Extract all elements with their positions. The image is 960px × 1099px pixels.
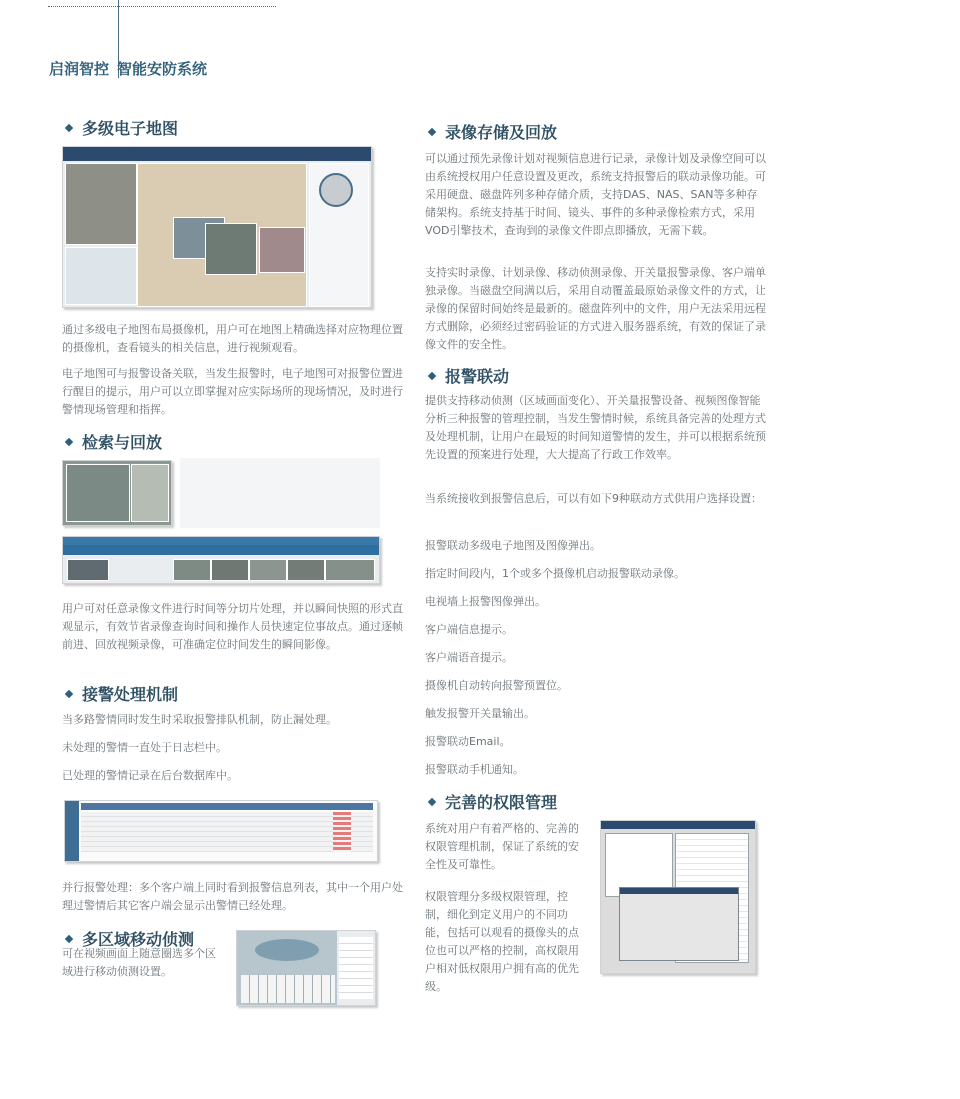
storage-paragraph-2: 支持实时录像、计划录像、移动侦测录像、开关量报警录像、客户端单独录像。当磁盘空间满以后，采用自动覆盖最原始录像文件的方式，让录像的保留时间始终是最新的。磁盘阵列中的文件，用户无法采用远程方式删除，必须经过密码验证的方式进入服务器系统，有效的保证了录像文件的安全性。	[425, 266, 766, 351]
top-dotted-rule	[48, 6, 276, 7]
linkage-item-9: 报警联动手机通知。	[425, 763, 524, 776]
permission-paragraph-1: 系统对用户有着严格的、完善的权限管理机制，保证了系统的安全性及可靠性。	[425, 822, 579, 871]
alarm-handling-line-3: 已处理的警情记录在后台数据库中。	[62, 769, 238, 782]
alarm-log-screenshot	[64, 800, 378, 862]
diamond-bullet-icon	[428, 372, 436, 380]
brand-title	[49, 58, 207, 79]
permission-paragraph-2: 权限管理分多级权限管理，控制，细化到定义用户的不同功能，包括可以观看的摄像头的点位也可以严格的控制，高权限用户相对低权限用户拥有高的优先级。	[425, 890, 579, 993]
section-search-title: 检索与回放	[62, 430, 162, 453]
brand-company: 启润智控	[49, 60, 110, 78]
storage-paragraph-1: 可以通过预先录像计划对视频信息进行记录，录像计划及录像空间可以由系统授权用户任意设置及更改，系统支持报警后的联动录像功能。可采用硬盘、磁盘阵列多种存储介质，支持DAS、NAS、SAN等多种存储架构。系统支持基于时间、镜头、事件的多种录像检索方式，采用VOD引擎技术，查询到的录像文件即点即播放，无需下载。	[425, 152, 766, 237]
alarm-handling-line-1: 当多路警情同时发生时采取报警排队机制，防止漏处理。	[62, 713, 337, 726]
linkage-item-8: 报警联动Email。	[425, 735, 511, 748]
motion-paragraph: 可在视频画面上随意圈选多个区域进行移动侦测设置。	[62, 947, 216, 978]
brand-system: 智能安防系统	[117, 60, 208, 78]
alarm-handling-line-2: 未处理的警情一直处于日志栏中。	[62, 741, 227, 754]
permission-screenshot	[600, 820, 756, 974]
linkage-item-2: 指定时间段内，1个或多个摄像机启动报警联动录像。	[425, 567, 685, 580]
linkage-item-3: 电视墙上报警图像弹出。	[425, 595, 546, 608]
linkage-item-5: 客户端语音提示。	[425, 651, 513, 664]
map-screenshot	[62, 146, 372, 308]
map-paragraph-2: 电子地图可与报警设备关联，当发生报警时，电子地图可对报警位置进行醒目的提示，用户可以立即掌握对应实际场所的现场情况，及时进行警情现场管理和指挥。	[62, 367, 403, 416]
diamond-bullet-icon	[65, 690, 73, 698]
search-backdrop	[180, 458, 380, 528]
diamond-bullet-icon	[428, 128, 436, 136]
linkage-paragraph-1: 提供支持移动侦测（区域画面变化）、开关量报警设备、视频图像智能分析三种报警的管理控制，当发生警情时候，系统具备完善的处理方式及处理机制，让用户在最短的时间知道警情的发生，并可以根据系统预先设置的预案进行处理，大大提高了行政工作效率。	[425, 394, 766, 461]
diamond-bullet-icon	[65, 124, 73, 132]
motion-detection-screenshot	[236, 930, 376, 1006]
section-permission-title: 完善的权限管理	[425, 790, 557, 813]
linkage-item-1: 报警联动多级电子地图及图像弹出。	[425, 539, 601, 552]
linkage-item-4: 客户端信息提示。	[425, 623, 513, 636]
section-linkage-title: 报警联动	[425, 364, 509, 387]
search-thumbnail-screenshot	[62, 460, 172, 526]
section-map-title: 多级电子地图	[62, 116, 178, 139]
section-storage-title: 录像存储及回放	[425, 120, 557, 143]
diamond-bullet-icon	[428, 798, 436, 806]
linkage-item-6: 摄像机自动转向报警预置位。	[425, 679, 568, 692]
diamond-bullet-icon	[65, 935, 73, 943]
search-paragraph: 用户可对任意录像文件进行时间等分切片处理，并以瞬间快照的形式直观显示，有效节省录像查询时间和操作人员快速定位事故点。通过逐帧前进、回放视频录像，可准确定位时间发生的瞬间影像。	[62, 602, 403, 651]
alarm-handling-paragraph: 并行报警处理：多个客户端上同时看到报警信息列表，其中一个用户处理过警情后其它客户端会显示出警情已经处理。	[62, 881, 403, 912]
linkage-paragraph-2: 当系统接收到报警信息后，可以有如下9种联动方式供用户选择设置：	[425, 492, 762, 505]
linkage-item-7: 触发报警开关量输出。	[425, 707, 535, 720]
diamond-bullet-icon	[65, 438, 73, 446]
section-motion-title: 多区域移动侦测	[62, 927, 194, 950]
section-alarm-handling-title: 接警处理机制	[62, 682, 178, 705]
search-timeline-screenshot	[62, 536, 380, 584]
map-paragraph-1: 通过多级电子地图布局摄像机，用户可在地图上精确选择对应物理位置的摄像机，查看镜头的相关信息，进行视频观看。	[62, 323, 403, 354]
